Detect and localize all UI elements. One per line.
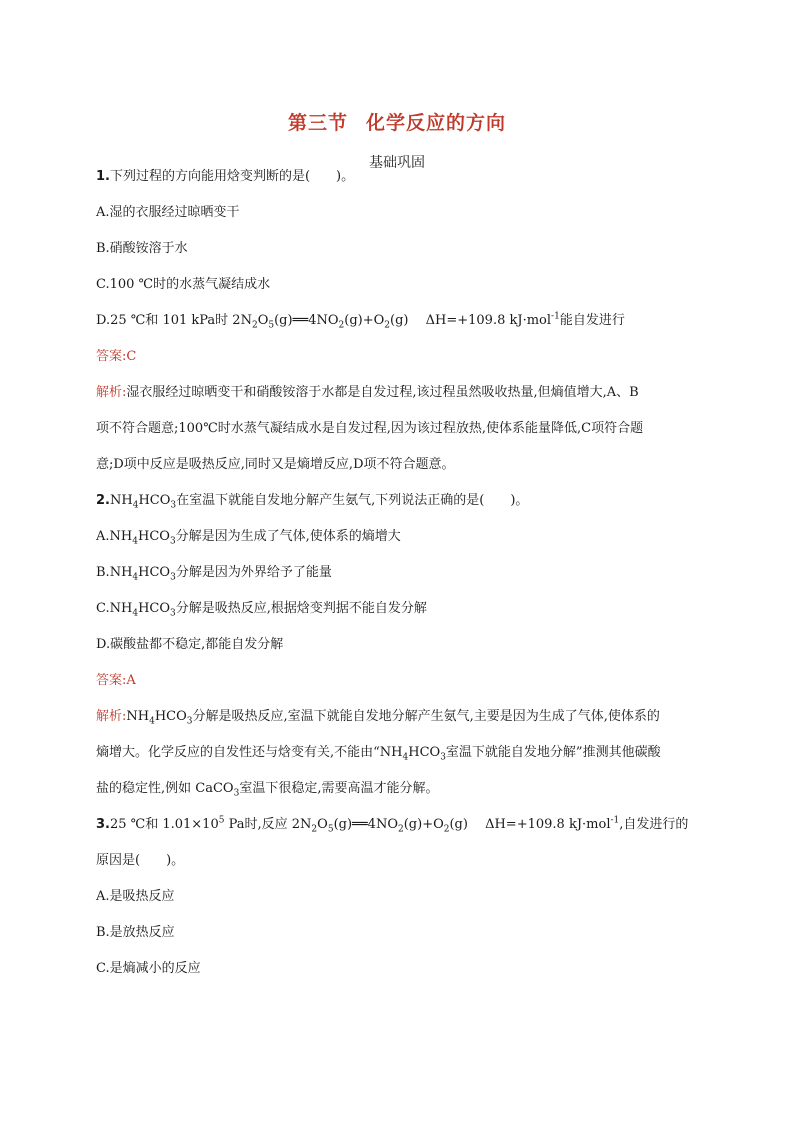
q1-option-d: D.25 ℃和 101 kPa时 $2N_2O_5(g)══4NO_2(g)+O_2(g)$ ΔH=+109.8 kJ·mol$^{-1}$能自发进行 xyxy=(96,311,625,331)
section-label: 第三节 xyxy=(287,112,348,134)
q1-stem: 1.下列过程的方向能用焓变判断的是( )。 xyxy=(96,169,355,184)
q2-analysis-line-3: 盐的稳定性,例如 CaCO$_3$室温下很稳定,需要高温才能分解。 xyxy=(96,781,439,799)
q3-stem-line-2: 原因是( )。 xyxy=(96,853,185,868)
q1-option-a: A.湿的衣服经过晾晒变干 xyxy=(96,205,240,220)
section-title: 化学反应的方向 xyxy=(366,112,507,134)
q2-analysis-line-2: 熵增大。化学反应的自发性还与焓变有关,不能由“$NH_4HCO_3$室温下就能自发地分解”推测其他碳酸 xyxy=(96,745,661,763)
q1-analysis-line-2: 项不符合题意;100℃时水蒸气凝结成水是自发过程,因为该过程放热,使体系能量降低,C项符合题 xyxy=(96,421,644,436)
q1-analysis-line-1: 解析:湿衣服经过晾晒变干和硝酸铵溶于水都是自发过程,该过程虽然吸收热量,但熵值增大,A、B xyxy=(96,385,639,400)
q2-option-a: $A.NH_4HCO_3$分解是因为生成了气体,使体系的熵增大 xyxy=(96,529,401,547)
page-title xyxy=(0,108,794,135)
q3-option-a: A.是吸热反应 xyxy=(96,889,175,904)
q2-answer: 答案:A xyxy=(96,673,136,688)
q3-option-c: C.是熵减小的反应 xyxy=(96,961,201,976)
q3-stem-line-1: 3.25 ℃和 $1.01\times 10^5$ Pa时,反应 $2N_2O_5(g)══4NO_2(g)+O_2(g)$ ΔH=+109.8 kJ·mol$^{-1}$,自发进行的 xyxy=(96,815,689,835)
q2-option-c: $C.NH_4HCO_3$分解是吸热反应,根据焓变判据不能自发分解 xyxy=(96,601,427,619)
q2-stem: $2.NH_4HCO_3$在室温下就能自发地分解产生氨气,下列说法正确的是( )。 xyxy=(96,493,529,511)
q1-analysis-line-3: 意;D项中反应是吸热反应,同时又是熵增反应,D项不符合题意。 xyxy=(96,457,455,472)
q1-option-b: B.硝酸铵溶于水 xyxy=(96,241,188,256)
section-subtitle: 基础巩固 xyxy=(369,155,425,171)
q2-option-b: $B.NH_4HCO_3$分解是因为外界给予了能量 xyxy=(96,565,332,583)
q2-analysis-line-1: 解析$:NH_4HCO_3$分解是吸热反应,室温下就能自发地分解产生氨气,主要是因为生成了气体,使体系的 xyxy=(96,709,660,727)
q3-option-b: B.是放热反应 xyxy=(96,925,175,940)
q2-option-d: D.碳酸盐都不稳定,都能自发分解 xyxy=(96,637,284,652)
q1-option-c: C.100 ℃时的水蒸气凝结成水 xyxy=(96,277,271,292)
q1-answer: 答案:C xyxy=(96,349,137,364)
